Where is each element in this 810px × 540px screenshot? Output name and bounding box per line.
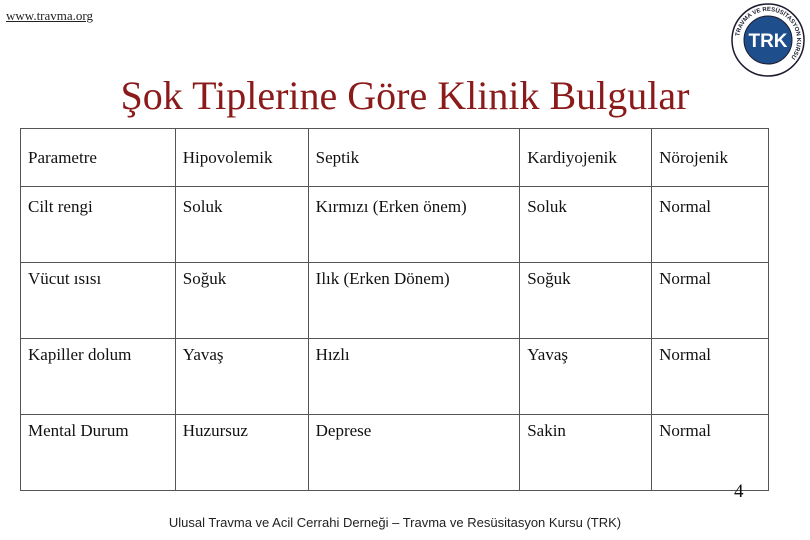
header-cell-parametre: Parametre [21, 129, 176, 187]
table-row [21, 415, 769, 491]
table-cell: Cilt rengi [21, 187, 176, 263]
logo-text: TRK [748, 31, 788, 52]
table-cell: Normal [652, 339, 769, 415]
table-cell: Ilık (Erken Dönem) [308, 263, 520, 339]
logo-ring-text: TRAVMA VE RESÜSİTASYON KURSU [735, 6, 802, 61]
header-cell-norojenik: Nörojenik [652, 129, 769, 187]
table-cell: Yavaş [520, 339, 652, 415]
table-cell: Vücut ısısı [21, 263, 176, 339]
table-cell: Hızlı [308, 339, 520, 415]
table-cell: Yavaş [175, 339, 308, 415]
header-cell-kardiyojenik: Kardiyojenik [520, 129, 652, 187]
footer-label: Ulusal Travma ve Acil Cerrahi Derneği – Travma ve Resüsitasyon Kursu (TRK) [168, 515, 622, 530]
table-cell: Huzursuz [175, 415, 308, 491]
trk-logo-icon [730, 2, 806, 78]
table-cell: Kapiller dolum [21, 339, 176, 415]
page-title: Şok Tiplerine Göre Klinik Bulgular [120, 73, 690, 118]
footer-text [0, 515, 810, 530]
table-cell: Mental Durum [21, 415, 176, 491]
table-cell: Soğuk [175, 263, 308, 339]
table-cell: Soluk [520, 187, 652, 263]
table-row [21, 187, 769, 263]
table-cell: Normal [652, 415, 769, 491]
table-cell: Soğuk [520, 263, 652, 339]
table-row [21, 263, 769, 339]
table-cell: Sakin [520, 415, 652, 491]
table-row [21, 339, 769, 415]
table-header-row [21, 129, 769, 187]
table-cell: Kırmızı (Erken önem) [308, 187, 520, 263]
clinical-findings-table [20, 128, 769, 491]
table-cell: Soluk [175, 187, 308, 263]
table-cell: Deprese [308, 415, 520, 491]
table-cell: Normal [652, 263, 769, 339]
header-cell-septik: Septik [308, 129, 520, 187]
header-cell-hipovolemik: Hipovolemik [175, 129, 308, 187]
table-cell: Normal [652, 187, 769, 263]
page-number: 4 [734, 481, 744, 502]
website-url[interactable]: www.travma.org [6, 8, 94, 23]
